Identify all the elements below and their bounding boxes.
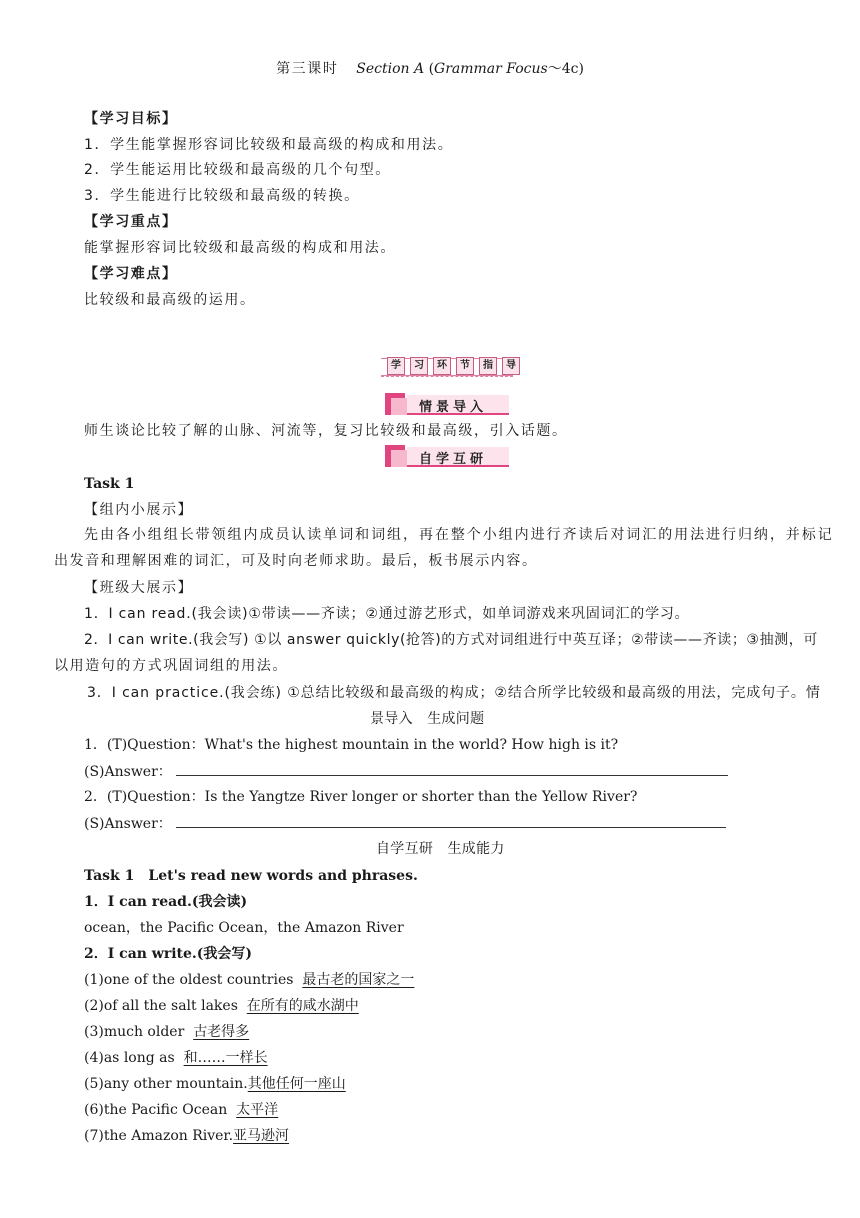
task1-heading: Task 1 <box>84 476 135 492</box>
phrase-cn: 亚马逊河 <box>233 1128 290 1144</box>
intro-text: 师生谈论比较了解的山脉、河流等，复习比较级和最高级，引入话题。 <box>84 423 568 439</box>
phrase-row <box>84 1128 289 1144</box>
phrase-en: (4)as long as <box>84 1050 175 1066</box>
phrase-en: (3)much older <box>84 1024 185 1040</box>
title-paren-open: ( <box>428 61 435 77</box>
section-subtitle: 自学互研 生成能力 <box>376 841 505 857</box>
guide-char: 节 <box>456 357 474 375</box>
title-cn: 第三课时 <box>276 61 339 77</box>
question-2: 2．(T)Question：Is the Yangtze River longer or shorter than the Yellow River? <box>84 789 638 805</box>
key-points-text: 能掌握形容词比较级和最高级的构成和用法。 <box>84 240 396 256</box>
class-show-item: 3．I can practice.(我会练) ①总结比较级和最高级的构成；②结合所学比较级和最高级的用法，完成句子。情 <box>87 685 821 701</box>
phrase-cn: 和……一样长 <box>183 1050 268 1066</box>
section-banner-selfstudy <box>385 444 509 468</box>
title-grammar-focus: Grammar Focus <box>434 61 548 77</box>
phrase-en: (5)any other mountain. <box>84 1076 248 1092</box>
phrase-row <box>84 1050 268 1066</box>
phrase-cn: 最古老的国家之一 <box>302 972 415 988</box>
guide-char: 学 <box>387 357 405 375</box>
objectives-heading: 【学习目标】 <box>84 111 178 127</box>
words-list: ocean，the Pacific Ocean，the Amazon River <box>84 920 404 936</box>
lesson-title <box>0 58 860 78</box>
objective-item: 3．学生能进行比较级和最高级的转换。 <box>84 188 360 204</box>
class-show-item: 1．I can read.(我会读)①带读——齐读；②通过游艺形式，如单词游戏来巩固词汇的学习。 <box>84 606 690 622</box>
phrase-en: (2)of all the salt lakes <box>84 998 238 1014</box>
objective-item: 2．学生能运用比较级和最高级的几个句型。 <box>84 162 391 178</box>
phrase-cn: 古老得多 <box>193 1024 250 1040</box>
answer-label: (S)Answer： <box>84 816 172 832</box>
guide-char: 导 <box>502 357 520 375</box>
task1-words-heading: Task 1 Let's read new words and phrases. <box>84 868 418 884</box>
objective-item: 1．学生能掌握形容词比较级和最高级的构成和用法。 <box>84 137 454 153</box>
phrase-en: (7)the Amazon River. <box>84 1128 234 1144</box>
title-section: Section A <box>356 61 425 77</box>
phrase-row <box>84 1024 249 1040</box>
i-can-write-heading: 2．I can write.(我会写) <box>84 946 253 962</box>
phrase-cn: 在所有的咸水湖中 <box>246 998 359 1014</box>
i-can-read-heading: 1．I can read.(我会读) <box>84 894 248 910</box>
answer-1-row <box>84 763 728 780</box>
answer-label: (S)Answer： <box>84 764 172 780</box>
phrase-row <box>84 998 359 1014</box>
key-points-heading: 【学习重点】 <box>84 214 178 230</box>
answer-2-blank[interactable] <box>176 815 726 828</box>
phrase-en: (1)one of the oldest countries <box>84 972 294 988</box>
question-1: 1．(T)Question：What's the highest mountain in the world? How high is it? <box>84 737 619 753</box>
group-show-para: 出发音和理解困难的词汇，可及时向老师求助。最后，板书展示内容。 <box>54 553 538 569</box>
group-show-para: 先由各小组组长带领组内成员认读单词和词组，再在整个小组内进行齐读后对词汇的用法进行归纳，并标记 <box>84 527 834 543</box>
phrase-en: (6)the Pacific Ocean <box>84 1102 228 1118</box>
difficulties-heading: 【学习难点】 <box>84 266 178 282</box>
guide-char: 环 <box>433 357 451 375</box>
difficulties-text: 比较级和最高级的运用。 <box>84 292 256 308</box>
guide-char: 习 <box>410 357 428 375</box>
group-show-heading: 【组内小展示】 <box>84 502 194 518</box>
phrase-row <box>84 972 414 988</box>
answer-1-blank[interactable] <box>176 763 728 776</box>
phrase-row <box>84 1102 278 1118</box>
class-show-item: 以用造句的方式巩固词组的用法。 <box>54 658 288 674</box>
class-show-heading: 【班级大展示】 <box>84 580 194 596</box>
section-banner-label: 情景导入 <box>419 400 488 415</box>
phrase-row <box>84 1076 346 1092</box>
class-show-item: 2．I can write.(我会写) ①以 answer quickly(抢答)的方式对词组进行中英互译；②带读——齐读；③抽测，可 <box>84 632 818 648</box>
phrase-cn: 其他任何一座山 <box>247 1076 346 1092</box>
section-subtitle: 景导入 生成问题 <box>370 711 485 727</box>
phrase-cn: 太平洋 <box>236 1102 279 1118</box>
guide-banner <box>381 356 516 378</box>
section-banner-label: 自学互研 <box>419 452 488 467</box>
answer-2-row <box>84 815 726 832</box>
section-banner-intro <box>385 392 509 416</box>
title-range: ～4c) <box>547 61 584 77</box>
guide-char: 指 <box>479 357 497 375</box>
